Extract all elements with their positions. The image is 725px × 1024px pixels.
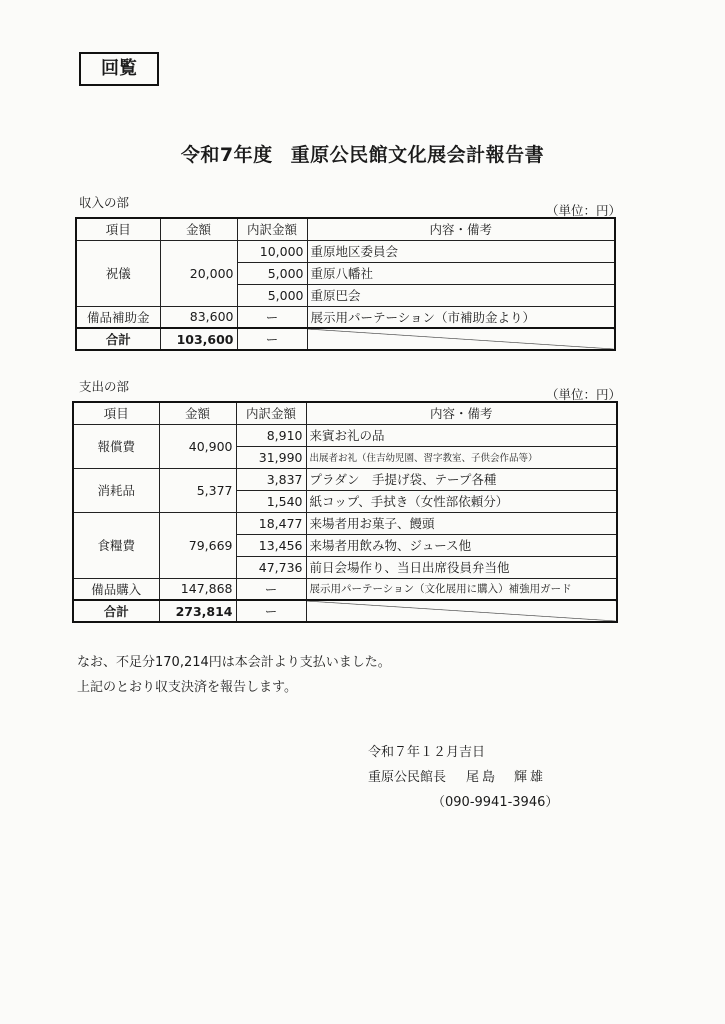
row-note: プラダン 手提げ袋、テープ各種 — [306, 468, 617, 490]
table-row — [76, 240, 615, 262]
row-item: 備品購入 — [73, 578, 159, 600]
row-amount: 40,900 — [159, 424, 236, 468]
title-main: 重原公民館文化展会計報告書 — [290, 144, 545, 166]
table-row — [73, 578, 617, 600]
row-amount: 79,669 — [159, 512, 236, 578]
row-breakdown: 31,990 — [236, 446, 306, 468]
row-note: 展示用パーテーション（市補助金より） — [307, 306, 615, 328]
col-header-notes: 内容・備考 — [306, 402, 617, 424]
income-table — [75, 217, 616, 351]
expense-unit-label: （単位：円） — [546, 387, 622, 402]
note-line-1: なお、不足分170,214円は本会計より支払いました。 — [77, 655, 391, 670]
row-amount: 5,377 — [159, 468, 236, 512]
col-header-breakdown: 内訳金額 — [236, 402, 306, 424]
total-amount: 273,814 — [159, 600, 236, 622]
row-note: 紙コップ、手拭き（女性部依頼分） — [306, 490, 617, 512]
col-header-amount: 金額 — [160, 218, 237, 240]
expense-header-row — [73, 402, 617, 424]
row-breakdown: 47,736 — [236, 556, 306, 578]
signer-line — [368, 765, 558, 790]
report-date: 令和７年１２月吉日 — [368, 745, 486, 760]
row-breakdown: 13,456 — [236, 534, 306, 556]
income-section-label: 収入の部 — [79, 195, 130, 210]
row-breakdown: 8,910 — [236, 424, 306, 446]
row-note: 重原八幡社 — [307, 262, 615, 284]
row-breakdown: 5,000 — [237, 284, 307, 306]
total-amount: 103,600 — [160, 328, 237, 350]
row-note: 出展者お礼（住吉幼児園、習字教室、子供会作品等） — [306, 446, 617, 468]
row-breakdown: 1,540 — [236, 490, 306, 512]
row-item: 祝儀 — [76, 240, 160, 306]
row-note: 来場者用飲み物、ジュース他 — [306, 534, 617, 556]
row-breakdown: 5,000 — [237, 262, 307, 284]
closing-notes — [77, 650, 391, 700]
row-item: 報償費 — [73, 424, 159, 468]
expense-section-label: 支出の部 — [79, 379, 130, 394]
col-header-notes: 内容・備考 — [307, 218, 615, 240]
expense-total-row — [73, 600, 617, 622]
col-header-item: 項目 — [76, 218, 160, 240]
row-amount: 20,000 — [160, 240, 237, 306]
row-note: 展示用パーテーション（文化展用に購入）補強用ガード — [306, 578, 617, 600]
col-header-breakdown: 内訳金額 — [237, 218, 307, 240]
row-breakdown: 18,477 — [236, 512, 306, 534]
table-row — [73, 468, 617, 490]
note-line-2: 上記のとおり収支決済を報告します。 — [77, 680, 297, 695]
income-header-row — [76, 218, 615, 240]
income-total-row — [76, 328, 615, 350]
row-amount: 83,600 — [160, 306, 237, 328]
row-note: 前日会場作り、当日出席役員弁当他 — [306, 556, 617, 578]
total-note-slash — [307, 328, 615, 350]
signer-phone: （090-9941-3946） — [432, 795, 559, 810]
expense-table — [72, 401, 618, 623]
row-breakdown: 10,000 — [237, 240, 307, 262]
table-row — [73, 424, 617, 446]
row-item: 食糧費 — [73, 512, 159, 578]
signature-block — [368, 740, 558, 815]
circulation-label-box: 回覧 — [79, 52, 159, 86]
total-label: 合計 — [73, 600, 159, 622]
signer-title: 重原公民館長 — [368, 770, 447, 785]
income-unit-label: （単位：円） — [546, 203, 622, 218]
signer-name: 尾島 輝雄 — [466, 770, 547, 785]
row-note: 来賓お礼の品 — [306, 424, 617, 446]
row-item: 消耗品 — [73, 468, 159, 512]
col-header-amount: 金額 — [159, 402, 236, 424]
row-breakdown: 3,837 — [236, 468, 306, 490]
row-note: 重原地区委員会 — [307, 240, 615, 262]
row-breakdown: ー — [236, 578, 306, 600]
row-note: 重原巴会 — [307, 284, 615, 306]
title-year: 令和7年度 — [180, 144, 273, 166]
total-breakdown: ー — [236, 600, 306, 622]
row-note: 来場者用お菓子、饅頭 — [306, 512, 617, 534]
table-row — [76, 306, 615, 328]
page-title — [0, 140, 725, 167]
table-row — [73, 512, 617, 534]
row-item: 備品補助金 — [76, 306, 160, 328]
row-breakdown: ー — [237, 306, 307, 328]
total-label: 合計 — [76, 328, 160, 350]
col-header-item: 項目 — [73, 402, 159, 424]
total-breakdown: ー — [237, 328, 307, 350]
total-note-slash — [306, 600, 617, 622]
row-amount: 147,868 — [159, 578, 236, 600]
